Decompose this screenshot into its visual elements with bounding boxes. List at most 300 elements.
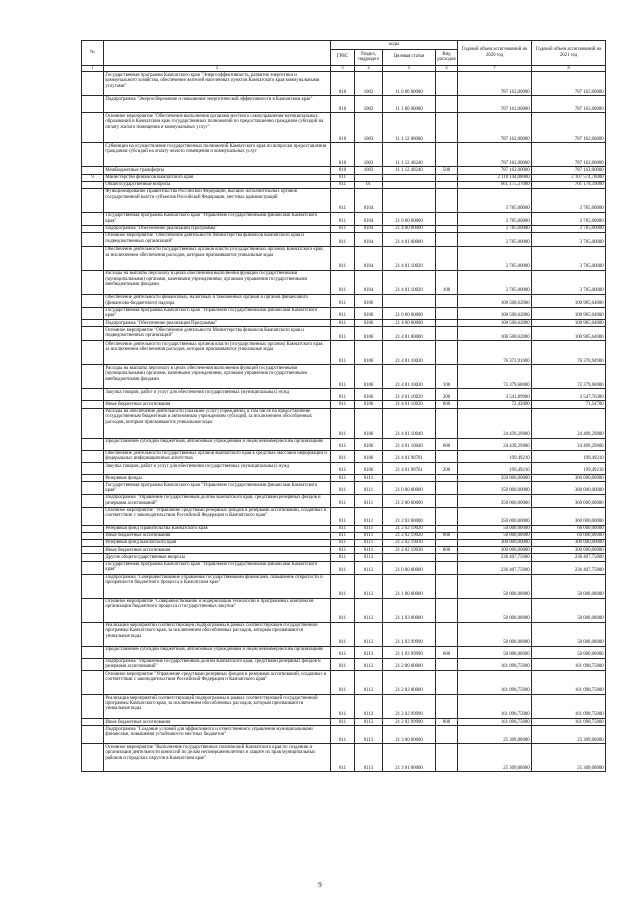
cell-type (436, 574, 458, 598)
cell-section: 0104 (355, 188, 383, 212)
cell-number (82, 438, 104, 450)
table-row (82, 341, 606, 365)
cell-amount-2020: 787 162,00000 (458, 96, 532, 113)
cell-section: 0111 (355, 532, 383, 539)
cell-amount-2021: 3 785,00000 (532, 225, 606, 232)
cell-section: 0106 (355, 327, 383, 341)
cell-grbs: 811 (331, 450, 355, 463)
cell-section: 0113 (355, 695, 383, 719)
cell-amount-2020: 787 162,00000 (458, 167, 532, 174)
cell-section: 0106 (355, 320, 383, 327)
cell-grbs: 811 (331, 212, 355, 225)
cell-section: 0106 (355, 463, 383, 475)
cell-name: Общегосударственные вопросы (104, 181, 331, 188)
cell-section: 0104 (355, 212, 383, 225)
table-row (82, 181, 606, 188)
cell-name: Предоставление субсидий бюджетным, автономным учреждениям и иным некоммерческим организациям (104, 438, 331, 450)
cell-type (436, 695, 458, 719)
cell-amount-2020: 199,49210 (458, 450, 532, 463)
cell-amount-2021: 300 000,00000 (532, 547, 606, 554)
cell-section: 0106 (355, 401, 383, 408)
cell-target: 21 0 00 00000 (383, 307, 436, 320)
cell-section: 0106 (355, 307, 383, 320)
cell-section: 0111 (355, 547, 383, 554)
cell-grbs: 811 (331, 327, 355, 341)
cell-grbs: 811 (331, 463, 355, 475)
cell-name: Подпрограмма "Создание условий для эффективного и ответственного управления муниципальными финансами, повышения устойчивости местных бюджетов" (104, 726, 331, 744)
cell-name: Подпрограмма "Управление государственным долгом Камчатского края, средствами резервных фондов и резервами ассигнований" (104, 658, 331, 671)
cell-target: 21 4 01 10020 (383, 389, 436, 401)
cell-number (82, 463, 104, 475)
cell-grbs: 810 (331, 167, 355, 174)
cell-number: 9 (82, 174, 104, 181)
cell-grbs: 811 (331, 408, 355, 438)
cell-grbs: 811 (331, 389, 355, 401)
cell-number (82, 622, 104, 646)
cell-name: Основное мероприятие "Совершенствование и модернизация технологий и программных комплексов организации бюджетного процесса и государственных закупок" (104, 598, 331, 622)
table-row (82, 307, 606, 320)
cell-grbs: 811 (331, 475, 355, 482)
cell-target: 21 1 00 00000 (383, 574, 436, 598)
cell-number (82, 507, 104, 525)
cell-amount-2020: 3 785,00000 (458, 188, 532, 212)
cell-name: Государственная программа Камчатского края "Энергоэффективность, развитие энергетики и коммунального хозяйства, обеспечение жителей населенных пунктов Камчатского края коммунальными услугами" (104, 72, 331, 96)
cell-section: 0113 (355, 646, 383, 658)
cell-type (436, 327, 458, 341)
cell-amount-2021: 236 407,75000 (532, 554, 606, 561)
cell-grbs: 811 (331, 188, 355, 212)
cell-type (436, 540, 458, 547)
cell-type (436, 247, 458, 271)
cell-type (436, 225, 458, 232)
cell-section: 0104 (355, 225, 383, 232)
cell-amount-2020: 50 000,00000 (458, 574, 532, 598)
table-row (82, 320, 606, 327)
table-row (82, 547, 606, 554)
cell-amount-2020: 50 000,00000 (458, 532, 532, 539)
table-row (82, 295, 606, 308)
cell-amount-2020: 161 098,75000 (458, 695, 532, 719)
cell-name: Межбюджетные трансферты (104, 167, 331, 174)
table-row (82, 247, 606, 271)
cell-target: 21 2 02 19020 (383, 532, 436, 539)
cell-target: 11 1 00 00000 (383, 96, 436, 113)
page-number: 9 (318, 881, 322, 889)
cell-target: 21 2 02 99990 (383, 695, 436, 719)
cell-amount-2020: 236 407,75000 (458, 561, 532, 574)
cell-grbs: 811 (331, 744, 355, 772)
cell-grbs: 811 (331, 271, 355, 295)
cell-type (436, 174, 458, 181)
cell-name: Государственная программа Камчатского края "Управление государственными финансами Камчатского края" (104, 307, 331, 320)
cell-grbs: 810 (331, 96, 355, 113)
cell-amount-2020: 72,42000 (458, 401, 532, 408)
cell-type (436, 495, 458, 508)
table-row (82, 482, 606, 495)
table-row (82, 408, 606, 438)
cell-type (436, 475, 458, 482)
cell-amount-2020: 50 000,00000 (458, 598, 532, 622)
cell-grbs: 810 (331, 143, 355, 167)
cell-grbs: 811 (331, 671, 355, 695)
cell-amount-2021: 3 547,76300 (532, 389, 606, 401)
cell-name: Основное мероприятие "Обеспечение деятельности Министерства финансов Камчатского края и подведомственных организаций" (104, 233, 331, 247)
cell-name: Подпрограмма "Энергосбережение и повышение энергетической эффективности в Камчатском крае" (104, 96, 331, 113)
cell-number (82, 598, 104, 622)
cell-number (82, 212, 104, 225)
cell-type: 200 (436, 389, 458, 401)
cell-type: 800 (436, 532, 458, 539)
cell-section: 0113 (355, 719, 383, 726)
cell-name: Расходы на выплаты персоналу в целях обеспечения выполнения функций государственными (муниципальными) органами, казенными учреждениями, органами управления государственными внебюджетными фондами (104, 365, 331, 389)
cell-number (82, 247, 104, 271)
cell-grbs: 811 (331, 247, 355, 271)
cell-target: 21 1 03 00000 (383, 598, 436, 622)
cell-section: 1003 (355, 113, 383, 143)
cell-amount-2021: 24 409,29800 (532, 438, 606, 450)
cell-name: Закупка товаров, работ и услуг для обеспечения государственных (муниципальных) нужд (104, 463, 331, 475)
table-row (82, 233, 606, 247)
cell-section: 0111 (355, 475, 383, 482)
cell-number (82, 554, 104, 561)
table-row (82, 598, 606, 622)
cell-name: Обеспечение деятельности государственных органов власти (государственных органов) Камчатского края, за исключением обеспечения расходов, которым присваиваются уникальные коды (104, 247, 331, 271)
cell-target: 21 0 00 00000 (383, 482, 436, 495)
cell-section: 01 (355, 181, 383, 188)
cell-amount-2020: 25 309,00000 (458, 744, 532, 772)
cell-name: Резервный фонд Камчатского края (104, 540, 331, 547)
cell-number (82, 341, 104, 365)
cell-type (436, 143, 458, 167)
cell-type: 800 (436, 401, 458, 408)
cell-number (82, 225, 104, 232)
table-row (82, 401, 606, 408)
cell-type (436, 482, 458, 495)
cell-section (355, 174, 383, 181)
cell-amount-2021: 3 785,00000 (532, 212, 606, 225)
cell-amount-2020: 100 508,62000 (458, 295, 532, 308)
cell-name: Иные бюджетные ассигнования (104, 719, 331, 726)
cell-name: Предоставление субсидий бюджетным, автономным учреждениям и иным некоммерческим организациям (104, 646, 331, 658)
cell-name: Другие общегосударственные вопросы (104, 554, 331, 561)
cell-number (82, 525, 104, 532)
cell-number (82, 167, 104, 174)
cell-amount-2020: 787 162,00000 (458, 72, 532, 96)
cell-target: 11 1 12 40240 (383, 167, 436, 174)
cell-grbs: 811 (331, 598, 355, 622)
cell-section: 0106 (355, 295, 383, 308)
cell-amount-2020: 50 000,00000 (458, 622, 532, 646)
cell-target (383, 188, 436, 212)
cell-number (82, 181, 104, 188)
cell-type (436, 96, 458, 113)
cell-grbs: 811 (331, 225, 355, 232)
cell-name: Основное мероприятие "Управление средствами резервных фондов и резервами ассигнований, созданных в соответствии с законодательством Российской Федерации и Камчатского края" (104, 507, 331, 525)
cell-amount-2021: 50 000,00000 (532, 598, 606, 622)
cell-type (436, 726, 458, 744)
table-row (82, 495, 606, 508)
cell-number (82, 450, 104, 463)
cell-grbs: 811 (331, 438, 355, 450)
table-row (82, 327, 606, 341)
cell-amount-2021: 161 098,75000 (532, 671, 606, 695)
cell-grbs: 811 (331, 525, 355, 532)
cell-grbs: 810 (331, 113, 355, 143)
cell-name: Основное мероприятие "Обеспечение деятельности Министерства финансов Камчатского края и подведомственных организаций" (104, 327, 331, 341)
cell-amount-2020: 100 508,62000 (458, 327, 532, 341)
cell-type: 600 (436, 438, 458, 450)
cell-name: Реализация мероприятий соответствующей подпрограммы в рамках соответствующей государственной программы Камчатского края, за исключением обособленных расходов, которым присваиваются уникальные коды (104, 695, 331, 719)
cell-name: Резервные фонды (104, 475, 331, 482)
cell-grbs: 811 (331, 574, 355, 598)
cell-amount-2020: 3 785,00000 (458, 233, 532, 247)
table-row (82, 167, 606, 174)
cell-amount-2021: 199,49210 (532, 463, 606, 475)
cell-name: Подпрограмма "Совершенствование управления государственными финансами, повышение открытости и прозрачности бюджетного процесса в Камчатском крае" (104, 574, 331, 598)
cell-amount-2021: 3 785,00000 (532, 233, 606, 247)
cell-amount-2020: 661 175,37000 (458, 181, 532, 188)
cell-number (82, 365, 104, 389)
cell-amount-2020: 50 000,00000 (458, 525, 532, 532)
cell-amount-2020: 350 000,00000 (458, 475, 532, 482)
cell-grbs: 811 (331, 695, 355, 719)
cell-target: 21 0 00 00000 (383, 212, 436, 225)
cell-grbs: 811 (331, 495, 355, 508)
table-row (82, 143, 606, 167)
cell-grbs: 811 (331, 181, 355, 188)
cell-type (436, 554, 458, 561)
col-type: Вид расходов (436, 49, 458, 65)
cell-amount-2020: 3 785,00000 (458, 225, 532, 232)
cell-amount-2021: 25 309,00000 (532, 744, 606, 772)
cell-amount-2020: 787 162,00000 (458, 143, 532, 167)
cell-amount-2021: 71,54700 (532, 401, 606, 408)
cell-amount-2021: 360 000,00000 (532, 482, 606, 495)
cell-type (436, 212, 458, 225)
cell-amount-2021: 3 785,00000 (532, 188, 606, 212)
cell-section: 0106 (355, 408, 383, 438)
table-row (82, 525, 606, 532)
cell-amount-2020: 3 785,00000 (458, 271, 532, 295)
table-row (82, 188, 606, 212)
cell-number (82, 719, 104, 726)
cell-target: 21 4 01 10040 (383, 438, 436, 450)
cell-amount-2020: 161 098,75000 (458, 658, 532, 671)
cell-section: 0106 (355, 365, 383, 389)
cell-number (82, 271, 104, 295)
col-grbs: ГРБС (331, 49, 355, 65)
cell-type: 100 (436, 271, 458, 295)
col-target: Целевая статья (383, 49, 436, 65)
cell-section: 0104 (355, 233, 383, 247)
cell-amount-2021: 236 407,75000 (532, 561, 606, 574)
cell-name: Обеспечение деятельности государственных органов власти (государственных органов) Камчатского края, за исключением обеспечения расходов, которым присваиваются уникальные коды (104, 341, 331, 365)
cell-target: 11 1 12 40240 (383, 143, 436, 167)
cell-grbs: 811 (331, 174, 355, 181)
cell-amount-2020: 76 373,91600 (458, 341, 532, 365)
cell-name: Иные бюджетные ассигнования (104, 532, 331, 539)
cell-section: 0106 (355, 341, 383, 365)
cell-name: Государственная программа Камчатского края "Управление государственными финансами Камчатского края" (104, 561, 331, 574)
cell-section: 1002 (355, 72, 383, 96)
table-row (82, 450, 606, 463)
table-row (82, 671, 606, 695)
cell-target: 21 2 00 00000 (383, 495, 436, 508)
cell-section: 0111 (355, 507, 383, 525)
table-body (82, 72, 606, 772)
cell-type: 800 (436, 719, 458, 726)
cell-amount-2020: 350 000,00000 (458, 495, 532, 508)
cell-grbs: 811 (331, 307, 355, 320)
cell-section: 1003 (355, 143, 383, 167)
cell-type (436, 671, 458, 695)
cell-name: Основное мероприятие "Управление средствами резервных фондов и резервами ассигнований, созданных в соответствии с законодательством Российской Федерации и Камчатского края" (104, 671, 331, 695)
cell-amount-2020: 72 379,60000 (458, 365, 532, 389)
cell-type (436, 598, 458, 622)
cell-amount-2021: 50 000,00000 (532, 622, 606, 646)
cell-type (436, 113, 458, 143)
cell-name: Государственная программа Камчатского края "Управление государственными финансами Камчатского края" (104, 212, 331, 225)
cell-grbs: 811 (331, 547, 355, 554)
table-header (82, 41, 606, 72)
cell-target: 21 4 01 10020 (383, 401, 436, 408)
cell-amount-2020: 350 000,00000 (458, 507, 532, 525)
cell-amount-2021: 3 785,00000 (532, 247, 606, 271)
cell-target: 21 4 01 00000 (383, 233, 436, 247)
cell-type: 200 (436, 463, 458, 475)
cell-section: 0113 (355, 726, 383, 744)
cell-amount-2021: 787 162,00000 (532, 72, 606, 96)
cell-type: 500 (436, 167, 458, 174)
cell-amount-2021: 60 000,00000 (532, 532, 606, 539)
cell-amount-2020: 236 407,75000 (458, 554, 532, 561)
cell-amount-2020: 24 439,29800 (458, 408, 532, 438)
cell-number (82, 646, 104, 658)
cell-amount-2021: 161 098,75000 (532, 719, 606, 726)
col-codes: коды (331, 41, 458, 50)
cell-type (436, 341, 458, 365)
cell-target: 21 2 02 19030 (383, 540, 436, 547)
cell-section: 0113 (355, 658, 383, 671)
cell-amount-2020: 24 439,29800 (458, 438, 532, 450)
cell-amount-2021: 60 000,00000 (532, 525, 606, 532)
cell-target: 21 4 01 10020 (383, 341, 436, 365)
cell-section: 0113 (355, 574, 383, 598)
col-amount-2020: Годовой объем ассигнований на 2020 год (458, 41, 532, 66)
cell-section: 0113 (355, 598, 383, 622)
cell-grbs: 811 (331, 726, 355, 744)
cell-name: Основное мероприятие "Выполнение государственных полномочий Камчатского края по созданию и организации деятельности комиссий по делам несовершеннолетних и защите их прав муниципальных районов и городских округов в Камчатском крае" (104, 744, 331, 772)
cell-type: 100 (436, 365, 458, 389)
col-number: № (82, 41, 104, 66)
cell-type (436, 72, 458, 96)
table-row (82, 695, 606, 719)
cell-section: 0106 (355, 450, 383, 463)
column-index-row: 1 2 3 4 5 6 7 8 (82, 65, 606, 72)
cell-amount-2021: 50 000,00000 (532, 574, 606, 598)
cell-amount-2021: 787 162,00000 (532, 96, 606, 113)
cell-target: 21 4 01 10020 (383, 365, 436, 389)
table-row (82, 389, 606, 401)
table-row (82, 438, 606, 450)
col-amount-2021: Годовой объем ассигнований на 2021 год (532, 41, 606, 66)
table-row (82, 719, 606, 726)
cell-amount-2021: 100 985,64000 (532, 307, 606, 320)
cell-target: 21 1 03 99990 (383, 646, 436, 658)
cell-name: Обеспечение деятельности государственных органов Камчатского края в средствах массовой информации и федеральных информационных агентствах (104, 450, 331, 463)
cell-grbs: 811 (331, 646, 355, 658)
cell-name: Функционирование Правительства Российской Федерации, высших исполнительных органов государственной власти субъектов Российской Федерации, местных администраций (104, 188, 331, 212)
budget-table (81, 40, 606, 772)
table-row (82, 658, 606, 671)
cell-type (436, 188, 458, 212)
table-row (82, 174, 606, 181)
cell-target: 21 4 01 10020 (383, 271, 436, 295)
cell-name: Субвенции на осуществление государственных полномочий Камчатского края по вопросам предоставления гражданам субсидий на оплату жилого помещения и коммунальных услуг (104, 143, 331, 167)
cell-amount-2021: 50 000,00000 (532, 646, 606, 658)
cell-section: 0111 (355, 495, 383, 508)
cell-amount-2021: 360 000,00000 (532, 507, 606, 525)
cell-section: 0113 (355, 671, 383, 695)
table-row (82, 96, 606, 113)
cell-number (82, 726, 104, 744)
cell-target (383, 181, 436, 188)
cell-target: 21 4 01 10020 (383, 247, 436, 271)
table-row (82, 744, 606, 772)
cell-target: 21 2 02 00000 (383, 671, 436, 695)
cell-amount-2021: 360 000,00000 (532, 475, 606, 482)
table-row (82, 475, 606, 482)
cell-grbs: 811 (331, 622, 355, 646)
cell-name: Подпрограмма "Управление государственным долгом Камчатского края, средствами резервных фондов и резервами ассигнований" (104, 495, 331, 508)
cell-type (436, 181, 458, 188)
cell-name: Государственная программа Камчатского края "Управление государственными финансами Камчатского края" (104, 482, 331, 495)
cell-target: 21 2 00 00000 (383, 658, 436, 671)
cell-target: 21 2 02 19030 (383, 547, 436, 554)
cell-target: 21 2 02 19020 (383, 525, 436, 532)
table-row (82, 574, 606, 598)
cell-number (82, 188, 104, 212)
cell-target: 11 1 12 00000 (383, 113, 436, 143)
cell-target (383, 475, 436, 482)
cell-target: 21 4 01 98701 (383, 450, 436, 463)
cell-number (82, 233, 104, 247)
cell-grbs: 811 (331, 540, 355, 547)
cell-section: 0111 (355, 482, 383, 495)
cell-amount-2021: 199,49210 (532, 450, 606, 463)
cell-amount-2020: 3 785,00000 (458, 247, 532, 271)
cell-amount-2021: 787 162,00000 (532, 167, 606, 174)
cell-grbs: 811 (331, 532, 355, 539)
cell-grbs: 811 (331, 341, 355, 365)
cell-number (82, 96, 104, 113)
cell-type (436, 450, 458, 463)
cell-number (82, 574, 104, 598)
cell-amount-2020: 100 508,62000 (458, 307, 532, 320)
cell-grbs: 811 (331, 295, 355, 308)
table-row (82, 554, 606, 561)
cell-name: Закупка товаров, работ и услуг для обеспечения государственных (муниципальных) нужд (104, 389, 331, 401)
cell-amount-2020: 3 785,00000 (458, 212, 532, 225)
table-row (82, 622, 606, 646)
cell-section: 0113 (355, 554, 383, 561)
cell-section: 0111 (355, 525, 383, 532)
cell-target: 21 1 03 99990 (383, 622, 436, 646)
table-row (82, 271, 606, 295)
cell-amount-2021: 100 985,64000 (532, 320, 606, 327)
cell-target (383, 295, 436, 308)
cell-section: 0113 (355, 561, 383, 574)
